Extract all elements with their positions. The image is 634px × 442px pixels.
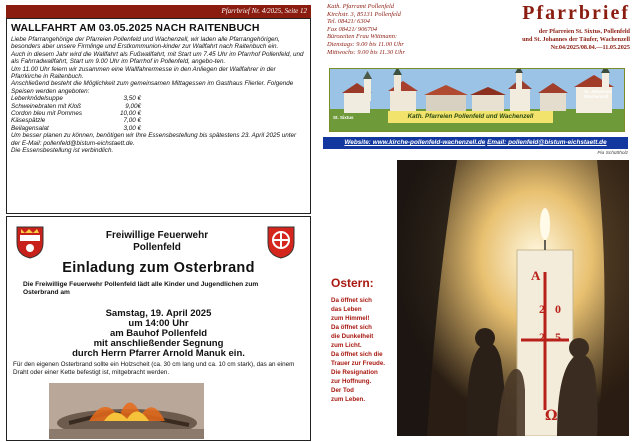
poem-line: zur Hoffnung. bbox=[331, 378, 372, 385]
menu-price: 10,00 € bbox=[119, 110, 141, 118]
issue-number: Nr.04/2025/08.04.—11.05.2025 bbox=[550, 44, 630, 51]
newsletter-subtitle bbox=[460, 28, 630, 52]
menu-list bbox=[11, 95, 141, 132]
banner-label: Kath. Pfarreien Pollenfeld und Wachenzell bbox=[388, 111, 553, 123]
church-photo-banner bbox=[329, 68, 625, 132]
right-page bbox=[317, 0, 634, 442]
coat-of-arms-icon bbox=[15, 225, 45, 259]
address-line: Fax 08421/ 906704 bbox=[327, 25, 378, 33]
menu-price: 7,00 € bbox=[123, 117, 141, 125]
invite-text: Die Freiwillige Feuerwehr Pollenfeld lädt alle Kinder und Jugendlichen zum Osterbrand am bbox=[23, 281, 259, 296]
address-line: Dienstags: 9.00 bis 11.00 Uhr bbox=[327, 40, 404, 48]
poem-line: Trauer zur Freude. bbox=[331, 360, 385, 367]
campfire-photo bbox=[49, 383, 204, 439]
candle-alpha: A bbox=[531, 268, 541, 283]
address-line: Bürozeiten Frau Wittmann: bbox=[327, 33, 398, 41]
address-line: Kath. Pfarramt Pollenfeld bbox=[327, 3, 394, 10]
pilgrimage-box bbox=[6, 18, 311, 214]
menu-price: 3,00 € bbox=[123, 124, 141, 132]
address-line: Mittwochs: 9.00 bis 11.30 Uhr bbox=[327, 48, 405, 56]
fire-dept-name: Freiwillige Feuerwehr bbox=[105, 230, 209, 241]
menu-price: 3,50 € bbox=[123, 95, 141, 103]
fire-dept-emblem-icon bbox=[266, 225, 296, 259]
page-header: Pfarrbrief Nr. 4/2025, Seite 12 bbox=[6, 5, 311, 18]
poem-line: Da öffnet sich die bbox=[331, 351, 383, 358]
menu-row bbox=[11, 125, 141, 132]
pilgrimage-paragraph-2: Auch in diesem Jahr wird die Wallfahrt als Fußwallfahrt, mit Start um 7.45 Uhr im Pfarrhof Pollenfeld, und als Fahrradwallfahrt, Start um 9.00 Uhr im Pfarrhof in Pollenfeld, angebo-ten. bbox=[11, 50, 304, 66]
bring-wood-note: Für den eigenen Osterbrand sollte ein Holzscheit (ca. 30 cm lang und ca. 10 cm stark), das an einem Draht oder einer Kette befestigt ist, mitgebracht werden. bbox=[13, 361, 295, 376]
pilgrimage-paragraph-4: Anschließend besteht die Möglichkeit zum gemeinsamen Mittagessen im Gasthaus Flierler. Folgende Speisen werden angeboten: bbox=[11, 80, 294, 95]
pilgrimage-paragraph-1: Liebe Pfarrangehörige der Pfarreien Pollenfeld und Wachenzell, wir laden alle Pfarrangehörigen, besonders aber unsere Firmlinge und Erstkommunion-kinder zur Wallfahrt nach Raitenbuch ein. bbox=[11, 36, 280, 51]
event-blessing: mit anschließender Segnung bbox=[93, 338, 224, 349]
menu-item: Beilagensalat bbox=[11, 124, 49, 132]
menu-row bbox=[11, 95, 141, 102]
poem-line: Da öffnet sich bbox=[331, 324, 372, 331]
poem-line: Die Resignation bbox=[331, 369, 378, 376]
ostern-poem bbox=[331, 296, 389, 404]
poem-line: Da öffnet sich bbox=[331, 297, 372, 304]
event-place: am Bauhof Pollenfeld bbox=[109, 328, 208, 339]
event-date: Samstag, 19. April 2025 bbox=[105, 308, 212, 319]
menu-row bbox=[11, 117, 141, 124]
subtitle-line-2: und St. Johannes der Täufer, Wachenzell bbox=[522, 36, 630, 43]
pilgrimage-paragraph-3: Um 11.00 Uhr feiern wir zusammen eine Wallfahrermesse in den Anliegen der Wallfahrer in der Pfarrkirche in Raitenbuch. bbox=[11, 65, 276, 81]
menu-item: Schweinebraten mit Kloß bbox=[11, 102, 81, 110]
address-line: Kirchstr. 3, 85131 Pollenfeld bbox=[327, 10, 401, 18]
poem-line: das Leben bbox=[331, 306, 362, 313]
pilgrimage-paragraph-5: Um besser planen zu können, benötigen wir Ihre Essensbestellung bis spätestens 23. April 2025 unter der E-Mail: pollenfeld@bistum-eichstaett.de. bbox=[11, 132, 297, 147]
event-priest: durch Herrn Pfarrer Arnold Manuk ein. bbox=[72, 348, 245, 359]
newsletter-title: Pfarrbrief bbox=[522, 2, 630, 24]
ostern-title: Ostern: bbox=[331, 276, 374, 290]
poem-line: die Dunkelheit bbox=[331, 333, 374, 340]
banner-caption-left: St. Sixtus bbox=[333, 115, 354, 120]
menu-row bbox=[11, 110, 141, 117]
parish-address bbox=[327, 3, 447, 56]
fire-dept-box bbox=[6, 216, 311, 441]
menu-item: Leberknödelsuppe bbox=[11, 95, 63, 103]
image-credit: Pia Schüttholz bbox=[597, 151, 628, 156]
candle-omega: Ω bbox=[545, 408, 558, 424]
poem-line: zum Licht. bbox=[331, 342, 362, 349]
candle-year-top: 20 bbox=[539, 302, 571, 316]
subtitle-line-1: der Pfarreien St. Sixtus, Pollenfeld bbox=[538, 28, 630, 35]
fire-dept-location: Pollenfeld bbox=[133, 242, 181, 253]
contact-bar bbox=[323, 137, 628, 149]
pilgrimage-paragraph-6: Die Essensbestellung ist verbindlich. bbox=[11, 147, 114, 155]
pilgrimage-title: WALLFAHRT AM 03.05.2025 NACH RAITENBUCH bbox=[11, 22, 260, 34]
menu-item: Cordon bleu mit Pommes bbox=[11, 110, 83, 118]
menu-item: Käsespätzle bbox=[11, 117, 46, 125]
address-line: Tel. 08421/ 6304 bbox=[327, 18, 370, 26]
poem-line: zum Himmel! bbox=[331, 315, 370, 322]
event-time: um 14:00 Uhr bbox=[128, 318, 189, 329]
candle-year-bottom: 25 bbox=[539, 330, 571, 344]
banner-caption-right: St. Johannes Wachenzell bbox=[584, 89, 613, 99]
poem-line: Der Tod bbox=[331, 387, 354, 394]
osterbrand-headline: Einladung zum Osterbrand bbox=[62, 260, 255, 276]
poem-line: zum Leben. bbox=[331, 396, 366, 403]
menu-price: 9,00€ bbox=[125, 102, 141, 110]
menu-row bbox=[11, 103, 141, 110]
email-link[interactable]: Email: pollenfeld@bistum-eichstaett.de bbox=[487, 139, 607, 146]
website-link[interactable]: Website: www.kirche-pollenfeld-wachenzell.de bbox=[344, 139, 486, 146]
easter-candle-painting bbox=[397, 160, 629, 436]
